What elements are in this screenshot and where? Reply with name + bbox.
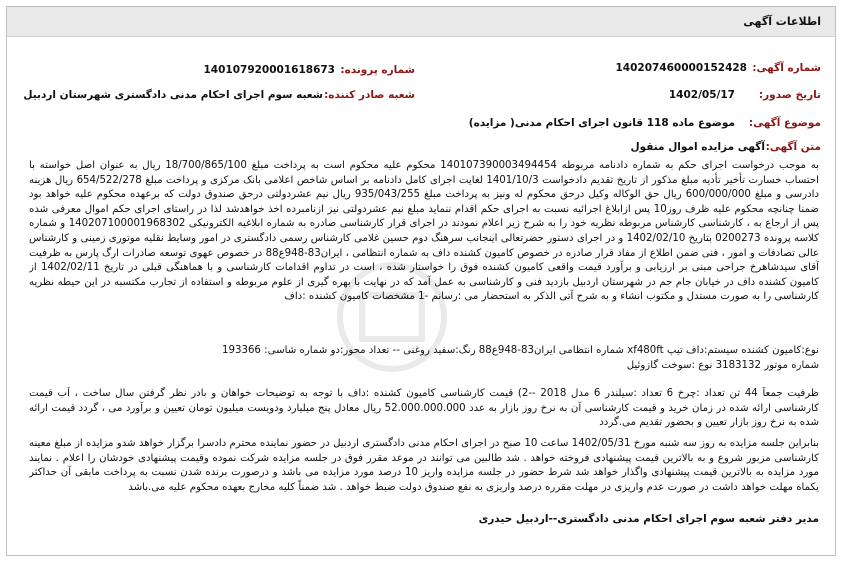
ad-text-label: متن آگهی: bbox=[765, 141, 821, 153]
auction-block bbox=[29, 437, 819, 511]
ad-number-value: 140207460000152428 bbox=[615, 62, 747, 74]
page-title: اطلاعات آگهی bbox=[743, 15, 821, 28]
valuation-block bbox=[29, 387, 819, 431]
issuing-branch-label: شعبه صادر کننده: bbox=[324, 89, 415, 101]
issue-date-label: تاریخ صدور: bbox=[758, 89, 821, 101]
issuing-branch-value: شعبه سوم اجرای احکام مدنی دادگستری شهرستان اردبیل bbox=[23, 89, 323, 101]
file-number-label: شماره پرونده: bbox=[340, 64, 415, 76]
subject-label: موضوع آگهی: bbox=[748, 117, 821, 129]
document-frame bbox=[6, 6, 836, 556]
file-number-value: 140107920001618673 bbox=[203, 64, 335, 76]
header-bar bbox=[7, 7, 835, 37]
ad-text-heading: آگهی مزایده اموال منقول bbox=[630, 141, 765, 153]
subject-value: موضوع ماده 118 قانون اجرای احکام مدنی( مزایده) bbox=[468, 117, 735, 129]
body-paragraph-3: بنابراین جلسه مزایده به روز سه شنبه مورخ 1402/05/31 ساعت 10 صبح در اجرای احکام مدنی دادگستری اردبیل در حضور نماینده محترم دادسرا برگزار خواهد شدو مزایده از مبلغ معینه کارشناسی مزبور شروع و به بالاترین قیمت پیشنهادی فروخته خواهد . شد طالبین می توانند در موعد مقرر فوق در جلسه مزایده شرکت نموده وقیمت پیشنهادی خودشان را اعلام . نمایند مورد مزایده به بالاترین قیمت پیشنهادی واگذار خواهد شد شرط حضور در جلسه مزایده واریز 10 درصد مورد مزایده می باشد و درصورت برنده شدن نسبت به پرداخت مابقی آن حداکثر یکماه مهلت خواهد داشت در صورت عدم واریزی در مهلت مقرره درصد واریزی به نفع صندوق دولت ضبط خواهد . شد ضمناً کلیه مخارج بعهده محکوم علیه می.باشد bbox=[29, 438, 819, 493]
signature-line: مدیر دفتر شعبه سوم اجرای احکام مدنی دادگستری--اردبیل حیدری bbox=[478, 513, 819, 525]
body-paragraph-2: ظرفیت جمعاً 44 تن تعداد :چرخ 6 تعداد :سیلندر 6 مدل 2018 --2) قیمت کارشناسی کامیون کشنده :داف با توجه به توضیحات خواهان و بادر نظر گرفتن سال ساخت ، آب قیمت کارشناسی ارائه شده در زمان خرید و قیمت کارشناسی آن به نرخ روز بازار به عدد 52.000.000.000 ریال معادل پنج میلیارد ودویست میلیون تومان تعیین و برآورد می ، گردد قیمت ارائه شده به نرخ روز بازار تعیین و بحضور تقدیم می.گردد bbox=[29, 388, 819, 429]
vehicle-spec-row-2: شماره موتور 3183132 نوع :سوخت گازوئیل bbox=[626, 360, 819, 371]
body-paragraph-1: به موجب درخواست اجرای حکم به شماره دادنامه مربوطه 140107390003494454 محکوم علیه محکوم است به پرداخت مبلغ 18/700/865/100 ریال به عنوان اصل خواسته با احتساب خسارت تأخیر تأدیه مبلغ مذکور از تاریخ تقدیم دادخواست 1401/10/3 لغایت اجرای کامل دادنامه بر اساس شاخص اعلامی بانک مرکزی و پرداخت مبلغ 654/522/278 ریال هزینه دادرسی و مبلغ 600/000/000 ریال حق الوکاله وکیل درحق محکوم له ونیز به پرداخت مبلغ 935/043/255 ریال نیم عشردولتی درحق صندوق دولت که برعهده محکوم علیه خواهد بود ضمنا چنانچه محکوم علیه ظرف روز10 پس ازابلاغ اجرائیه نسبت به اجرای حکم اقدام ننماید مبلغ نیم عشردولتی نیز ازنامبرده اخذ خواهدشد لذا در راستای اجرای حکم اموال معرفی شده پس از ارجاع به ، کارشناسی کارشناس مربوطه نظریه خود را به شرح زیر اعلام نمودند در اجرای قرار کارشناسی صادره به شماره ابلاغیه الکترونیکی 140207100001968302 و شماره کلاسه پرونده 0200273 بتاریخ 1402/02/10 و در اجرای دستور حضرتعالی اینجانب سرهنگ دوم حسین غلامی کارشناس رسمی دادگستری در امور وسایط نقلیه موتوری زمینی و کارشناس عالی تصادفات و امور ، فنی ضمن اطلاع از مفاد قرار صادره در خصوص کامیون کشنده داف به شماره انتظامی ، ایران83-948ع88 در خصوص عهوی توسعه صادرات ارگ پارس به ظرفیت آقای سیدشاهرخ جراحی مبنی بر ارزیابی و برآورد قیمت واقعی کامیون کشنده فوق را خواستار شده ، است در تداوم اقدامات کارشناسی و با هماهنگی قبلی در تاریخ 1402/02/11 از کامیون کشنده داف در خیابان جام جم در شهرستان اردبیل بازدید فنی و کارشناسی به عمل آمد که در نهایت با بهره گیری از علوم مربوطه و استفاده از تجارب مکتسبه در این حیطه نظریه کارشناسی را به صورت مستدل و مکتوب انشاء و به شرح آتی الذکر به استحضار می :رسانم -1 مشخصات کامیون کشنده :داف bbox=[29, 160, 819, 303]
issue-date-value: 1402/05/17 bbox=[668, 89, 735, 101]
vehicle-spec-row-1: نوع:کامیون کشنده سیستم:داف تیپ xf480ft شماره انتظامی ایران83-948ع88 رنگ:سفید روغنی -- تعداد محور:دو شماره شاسی: 193366 bbox=[222, 345, 819, 356]
ad-body bbox=[29, 159, 819, 343]
ad-number-label: شماره آگهی: bbox=[752, 62, 821, 74]
